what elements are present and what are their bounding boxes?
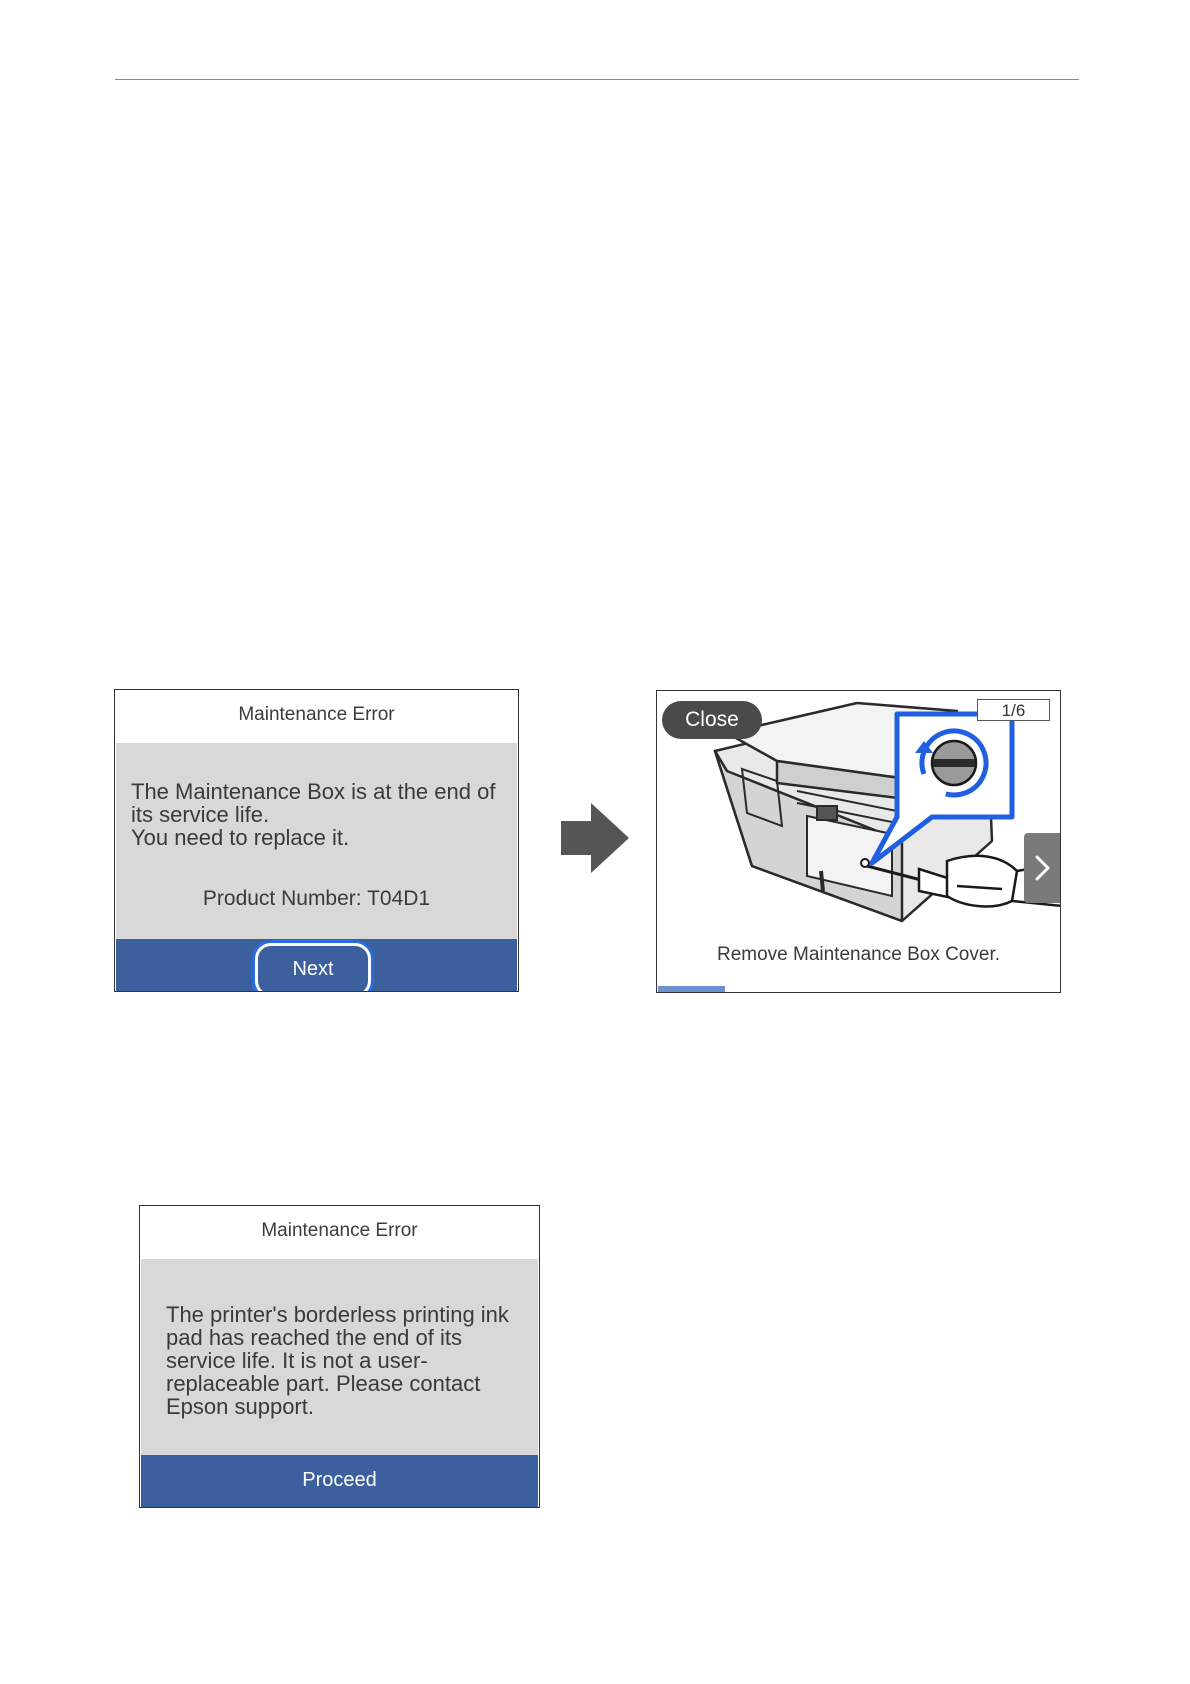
page-indicator: 1/6 <box>977 699 1050 721</box>
close-button[interactable]: Close <box>662 701 762 739</box>
header-rule <box>115 79 1079 80</box>
chevron-right-icon <box>1024 833 1060 903</box>
next-button-label: Next <box>292 958 334 980</box>
next-button[interactable] <box>255 943 371 992</box>
progress-fill <box>658 986 725 992</box>
instruction-caption: Remove Maintenance Box Cover. <box>716 944 1001 965</box>
error-message: The Maintenance Box is at the end of its service life. You need to replace it. <box>131 779 496 850</box>
action-bar <box>116 939 517 992</box>
message-area <box>141 1259 538 1455</box>
screen-title: Maintenance Error <box>238 704 395 725</box>
arrow-right-icon <box>561 803 629 873</box>
proceed-button-label: Proceed <box>302 1469 377 1491</box>
message-area <box>116 743 517 939</box>
product-number: Product Number: T04D1 <box>202 887 431 910</box>
instruction-screen <box>656 690 1061 993</box>
proceed-button[interactable] <box>141 1455 538 1508</box>
maintenance-error-screen <box>114 689 519 992</box>
ink-pad-error-screen <box>139 1205 540 1508</box>
error-message: The printer's borderless printing ink pad has reached the end of its service life. It is not a user- replaceable part. Please contact Epson support. <box>166 1302 509 1419</box>
progress-bar <box>658 986 1059 992</box>
next-page-button[interactable] <box>1024 833 1060 903</box>
screen-title: Maintenance Error <box>261 1220 418 1241</box>
